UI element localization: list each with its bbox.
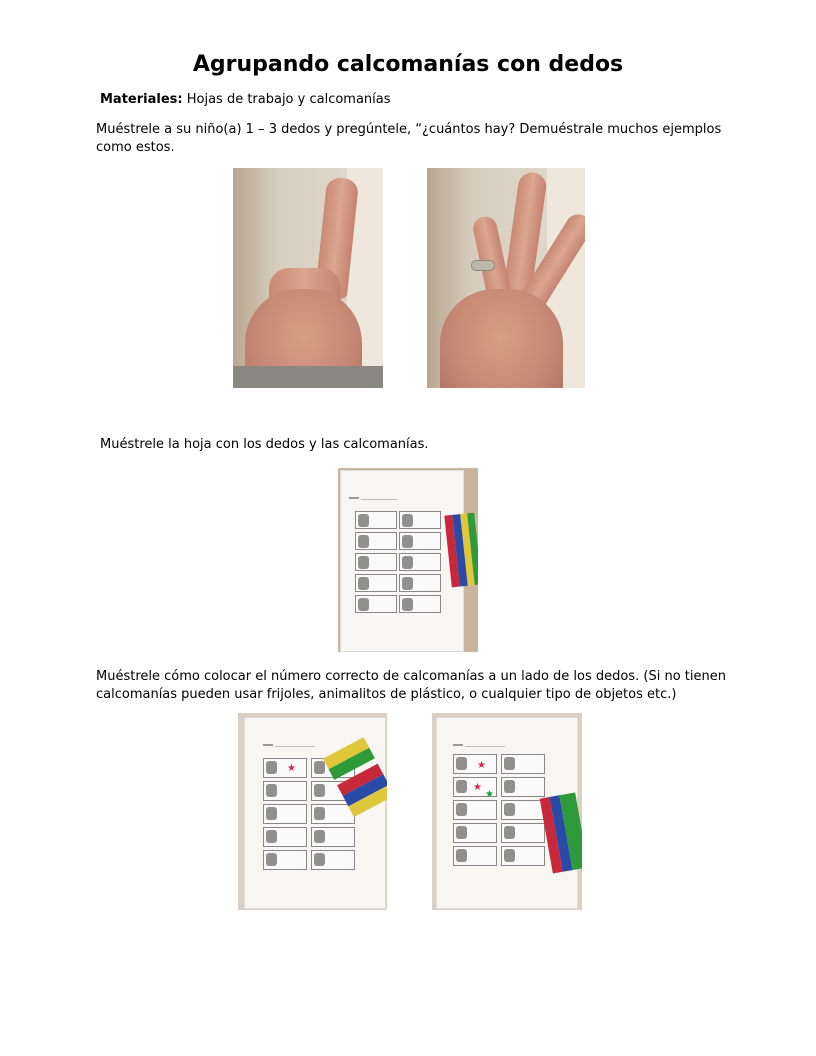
instruction-paragraph-2: Muéstrele la hoja con los dedos y las calcomanías. (100, 437, 429, 452)
hand-fingers-icon (504, 849, 515, 862)
worksheet-paper (340, 470, 464, 652)
hand-fingers-icon (358, 556, 369, 569)
hand-fingers-icon (314, 807, 325, 820)
hand-fingers-icon (358, 598, 369, 611)
hand-fingers-icon (358, 514, 369, 527)
star-sticker-icon: ★ (485, 789, 494, 800)
hand-fingers-icon (266, 807, 277, 820)
name-line (275, 746, 315, 747)
hand-fingers-icon (504, 803, 515, 816)
hand-fingers-icon (456, 803, 467, 816)
hand-fingers-icon (266, 830, 277, 843)
hand-fingers-icon (456, 849, 467, 862)
hand-fingers-icon (314, 761, 325, 774)
name-line (361, 499, 397, 500)
hand-fingers-icon (402, 598, 413, 611)
hand-fingers-icon (456, 757, 467, 770)
hand-fingers-icon (402, 556, 413, 569)
hand-fingers-icon (266, 853, 277, 866)
name-label (349, 497, 359, 499)
hand-palm (440, 289, 563, 388)
photo-one-finger (233, 168, 383, 388)
star-sticker-icon: ★ (287, 763, 296, 774)
photo-worksheet-one-sticker (238, 713, 387, 910)
hand-fingers-icon (504, 780, 515, 793)
hand-fingers-icon (314, 853, 325, 866)
instruction-paragraph-1: Muéstrele a su niño(a) 1 – 3 dedos y pregúntele, “¿cuántos hay? Demuéstrale muchos ejemplos como estos. (96, 122, 722, 155)
hand-fingers-icon (402, 577, 413, 590)
hand-fingers-icon (402, 514, 413, 527)
page-title: Agrupando calcomanías con dedos (192, 52, 624, 77)
materials-text: Hojas de trabajo y calcomanías (182, 92, 391, 107)
hand-fingers-icon (504, 826, 515, 839)
sleeve (233, 366, 383, 388)
photo-worksheet-stickers (338, 468, 478, 652)
star-sticker-icon: ★ (473, 782, 482, 793)
hand-fingers-icon (314, 830, 325, 843)
hand-fingers-icon (358, 535, 369, 548)
index-finger (471, 214, 511, 297)
photo-two-fingers (427, 168, 585, 388)
hand-fingers-icon (456, 826, 467, 839)
hand-fingers-icon (266, 761, 277, 774)
photo-worksheet-three-stickers (432, 713, 582, 910)
name-label (263, 744, 273, 746)
materials-line (100, 91, 391, 109)
hand-fingers-icon (402, 535, 413, 548)
materials-label: Materiales: (100, 92, 183, 107)
hand-fingers-icon (504, 757, 515, 770)
hand-fingers-icon (358, 577, 369, 590)
hand-fingers-icon (266, 784, 277, 797)
star-sticker-icon: ★ (477, 760, 486, 771)
name-label (453, 744, 463, 746)
name-line (465, 746, 505, 747)
hand-fingers-icon (456, 780, 467, 793)
instruction-paragraph-3: Muéstrele cómo colocar el número correcto de calcomanías a un lado de los dedos. (Si no tienen calcomanías pueden usar frijoles, animalitos de plástico, o cualquier tipo de objetos etc.) (96, 669, 726, 702)
hand-fingers-icon (314, 784, 325, 797)
ring-icon (471, 260, 495, 271)
